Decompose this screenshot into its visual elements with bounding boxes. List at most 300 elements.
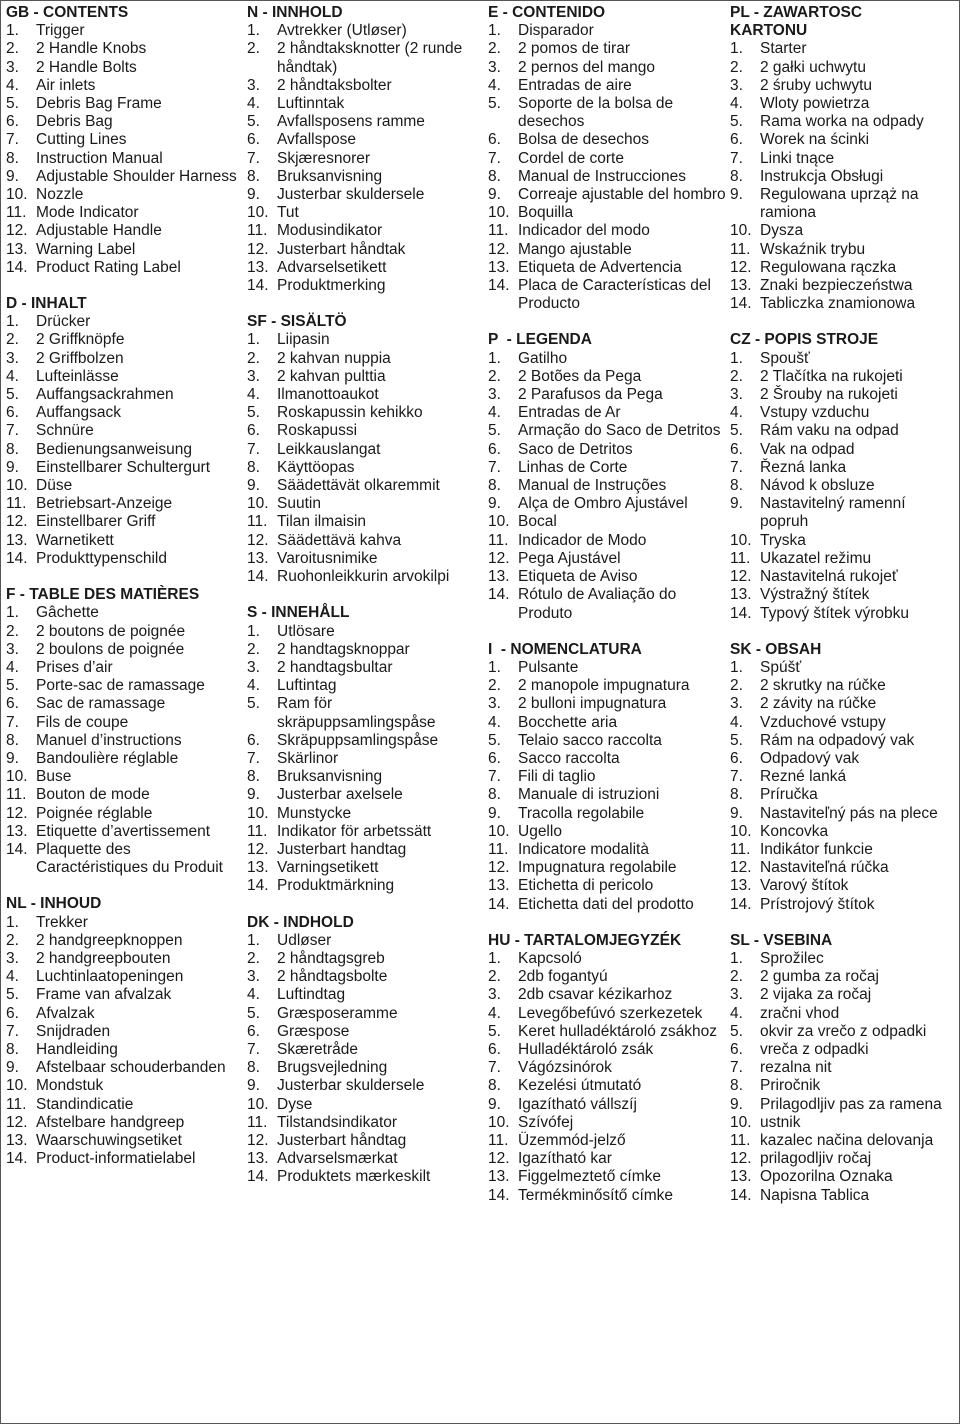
list-item	[488, 186, 726, 204]
item-number: 4.	[488, 76, 501, 94]
item-number: 6.	[730, 440, 743, 458]
item-number: 4.	[488, 404, 501, 422]
item-number: 10.	[730, 531, 752, 549]
list-item	[488, 586, 726, 622]
item-number: 11.	[730, 240, 751, 258]
item-label: Trigger	[36, 22, 85, 40]
item-number: 8.	[6, 440, 19, 458]
item-number: 8.	[488, 786, 501, 804]
list-item	[488, 714, 726, 732]
list-item	[730, 1077, 958, 1095]
item-label: Säädettävät olkaremmit	[277, 477, 440, 495]
list-item	[247, 1168, 483, 1186]
item-label: Indikator för arbetssätt	[277, 822, 432, 840]
item-label: Düse	[36, 477, 73, 495]
item-label: Frame van afvalzak	[36, 986, 172, 1004]
item-label: Odpadový vak	[760, 749, 860, 767]
item-label: Liipasin	[277, 331, 330, 349]
item-label: Air inlets	[36, 76, 96, 94]
section-hu	[488, 932, 726, 1205]
item-label: 2 boulons de poignée	[36, 640, 185, 658]
item-number: 12.	[730, 859, 752, 877]
item-number: 3.	[6, 58, 19, 76]
item-number: 5.	[6, 986, 19, 1004]
item-label: Brugsvejledning	[277, 1059, 388, 1077]
list-item	[730, 1041, 958, 1059]
item-label: Worek na ścinki	[760, 131, 870, 149]
item-label: Igazítható kar	[518, 1150, 612, 1168]
list-item	[6, 659, 240, 677]
item-number: 9.	[730, 804, 743, 822]
list-item	[488, 22, 726, 40]
item-label: 2 handtagsbultar	[277, 658, 393, 676]
item-number: 3.	[730, 986, 743, 1004]
list-item	[247, 641, 483, 659]
list-item	[730, 750, 958, 768]
section-gb	[6, 4, 240, 277]
list-item	[730, 986, 958, 1004]
list-item	[488, 77, 726, 95]
item-label: 2 håndtagsbolte	[277, 968, 388, 986]
list-item	[488, 986, 726, 1004]
section-header: DK - INDHOLD	[247, 913, 354, 931]
item-label: Tryska	[760, 531, 806, 549]
item-number: 8.	[730, 477, 743, 495]
item-number: 10.	[6, 186, 28, 204]
item-number: 5.	[247, 404, 260, 422]
list-item	[6, 623, 240, 641]
item-number: 5.	[6, 677, 19, 695]
list-item	[730, 422, 958, 440]
list-item	[730, 968, 958, 986]
item-number: 7.	[730, 149, 743, 167]
item-number: 2.	[6, 331, 19, 349]
list-item	[730, 1132, 958, 1150]
item-label: Keret hulladéktároló zsákhoz	[518, 1022, 718, 1040]
item-label: 2 gałki uchwytu	[760, 58, 866, 76]
item-number: 2.	[488, 40, 501, 58]
list-item	[6, 1077, 240, 1095]
parts-list	[730, 950, 958, 1205]
item-number: 14.	[6, 840, 28, 858]
list-item	[730, 1150, 958, 1168]
item-number: 5.	[730, 731, 743, 749]
item-label: Lufteinlässe	[36, 367, 119, 385]
item-label: Varový štítok	[760, 877, 849, 895]
section-header: HU - TARTALOMJEGYZÉK	[488, 931, 682, 949]
list-item	[247, 695, 483, 731]
item-label: Produktmerking	[277, 277, 386, 295]
item-label: Warning Label	[36, 240, 136, 258]
item-number: 4.	[730, 404, 743, 422]
item-label: Græspose	[277, 1022, 350, 1040]
section-f	[6, 586, 240, 877]
item-number: 5.	[247, 1004, 260, 1022]
item-label: Udløser	[277, 931, 332, 949]
item-label: Luftintag	[277, 677, 337, 695]
item-label: 2 Griffknöpfe	[36, 331, 125, 349]
item-label: Impugnatura regolabile	[518, 859, 677, 877]
item-label: Indicatore modalità	[518, 840, 649, 858]
item-label: Justerbar skuldersele	[277, 186, 425, 204]
list-item	[247, 386, 483, 404]
item-number: 10.	[730, 222, 752, 240]
item-label: Standindicatie	[36, 1095, 134, 1113]
section-n	[247, 4, 483, 295]
item-number: 11.	[247, 222, 268, 240]
item-label: Plaquette des Caractéristiques du Produit	[36, 840, 223, 877]
item-number: 2.	[6, 40, 19, 58]
list-item	[488, 550, 726, 568]
item-label: Saco de Detritos	[518, 440, 633, 458]
item-number: 5.	[247, 113, 260, 131]
item-number: 5.	[488, 95, 501, 113]
item-number: 1.	[730, 349, 743, 367]
item-label: Cordel de corte	[518, 149, 624, 167]
item-number: 6.	[247, 422, 260, 440]
item-label: Snijdraden	[36, 1022, 111, 1040]
list-item	[247, 550, 483, 568]
item-number: 5.	[247, 695, 260, 713]
item-label: Etichetta di pericolo	[518, 877, 654, 895]
item-label: Säädettävä kahva	[277, 531, 402, 549]
list-item	[6, 441, 240, 459]
item-number: 14.	[6, 258, 28, 276]
item-label: Skæretråde	[277, 1040, 358, 1058]
item-number: 13.	[247, 1150, 269, 1168]
item-label: Ruohonleikkurin arvokilpi	[277, 568, 450, 586]
item-label: Munstycke	[277, 804, 352, 822]
item-number: 7.	[730, 1059, 743, 1077]
item-number: 4.	[730, 713, 743, 731]
item-label: Trekker	[36, 913, 88, 931]
list-item	[6, 477, 240, 495]
list-item	[730, 586, 958, 604]
list-item	[6, 168, 240, 186]
list-item	[730, 896, 958, 914]
item-number: 2.	[730, 367, 743, 385]
section-p	[488, 331, 726, 622]
section-nl	[6, 895, 240, 1168]
list-item	[247, 477, 483, 495]
item-label: Placa de Características del Producto	[518, 277, 711, 313]
item-label: Manuel d’instructions	[36, 731, 182, 749]
item-number: 1.	[730, 40, 743, 58]
list-item	[488, 495, 726, 513]
item-label: Bedienungsanweisung	[36, 440, 192, 458]
item-number: 10.	[247, 1095, 269, 1113]
column-3	[488, 4, 726, 1223]
list-item	[6, 1096, 240, 1114]
item-label: Disparador	[518, 22, 594, 40]
list-item	[247, 841, 483, 859]
list-item	[6, 695, 240, 713]
item-label: Vstupy vzduchu	[760, 404, 870, 422]
item-number: 3.	[247, 367, 260, 385]
item-number: 10.	[6, 768, 28, 786]
list-item	[730, 186, 958, 222]
item-number: 6.	[247, 1022, 260, 1040]
item-label: Debris Bag	[36, 113, 113, 131]
list-item	[730, 1187, 958, 1205]
list-item	[488, 568, 726, 586]
item-label: Etiquette d’avertissement	[36, 822, 211, 840]
item-label: Armação do Saco de Detritos	[518, 422, 721, 440]
item-label: Výstražný štítek	[760, 586, 870, 604]
list-item	[6, 222, 240, 240]
item-number: 8.	[488, 1077, 501, 1095]
list-item	[488, 513, 726, 531]
list-item	[488, 477, 726, 495]
list-item	[730, 77, 958, 95]
list-item	[730, 459, 958, 477]
item-label: Leikkauslangat	[277, 440, 381, 458]
item-number: 10.	[488, 204, 510, 222]
item-number: 13.	[488, 258, 510, 276]
item-number: 7.	[488, 458, 501, 476]
list-item	[730, 350, 958, 368]
item-label: Levegőbefúvó szerkezetek	[518, 1004, 703, 1022]
item-label: Tracolla regolabile	[518, 804, 645, 822]
item-number: 9.	[6, 749, 19, 767]
item-label: ustnik	[760, 1113, 801, 1131]
list-item	[247, 768, 483, 786]
item-number: 3.	[488, 986, 501, 1004]
item-label: Regulowana uprząż na ramiona	[760, 186, 919, 222]
item-label: Prístrojový štítok	[760, 895, 875, 913]
item-number: 3.	[730, 695, 743, 713]
item-number: 7.	[247, 149, 260, 167]
list-item	[488, 768, 726, 786]
list-item	[488, 695, 726, 713]
item-number: 9.	[6, 167, 19, 185]
item-number: 8.	[6, 149, 19, 167]
item-label: Luftinntak	[277, 95, 345, 113]
item-label: Rezné lanká	[760, 768, 847, 786]
item-number: 2.	[488, 677, 501, 695]
section-header: E - CONTENIDO	[488, 4, 606, 21]
item-number: 14.	[488, 895, 510, 913]
item-number: 10.	[488, 1113, 510, 1131]
parts-list	[488, 659, 726, 914]
item-number: 3.	[488, 386, 501, 404]
item-label: Luftindtag	[277, 986, 346, 1004]
item-label: Einstellbarer Griff	[36, 513, 156, 531]
item-number: 2.	[488, 968, 501, 986]
list-item	[247, 732, 483, 750]
item-label: Manual de Instruções	[518, 477, 667, 495]
item-number: 3.	[247, 76, 260, 94]
item-number: 12.	[247, 840, 269, 858]
column-4	[730, 4, 958, 1223]
item-number: 2.	[247, 640, 260, 658]
list-item	[6, 204, 240, 222]
list-item	[247, 1077, 483, 1095]
list-item	[247, 659, 483, 677]
item-label: 2 Parafusos da Pega	[518, 386, 663, 404]
item-number: 1.	[6, 22, 19, 40]
item-label: Rám vaku na odpad	[760, 422, 899, 440]
list-item	[247, 877, 483, 895]
list-item	[247, 823, 483, 841]
item-label: Prilagodljiv pas za ramena	[760, 1095, 942, 1113]
list-item	[730, 950, 958, 968]
list-item	[6, 331, 240, 349]
item-label: 2 závity na rúčke	[760, 695, 877, 713]
list-item	[247, 1132, 483, 1150]
item-number: 14.	[488, 1186, 510, 1204]
item-number: 10.	[6, 1077, 28, 1095]
item-number: 11.	[488, 1131, 509, 1149]
item-label: 2 boutons de poignée	[36, 622, 186, 640]
item-number: 5.	[6, 95, 19, 113]
item-number: 9.	[488, 1095, 501, 1113]
list-item	[730, 859, 958, 877]
list-item	[6, 768, 240, 786]
list-item	[488, 1168, 726, 1186]
item-label: Bruksanvisning	[277, 768, 383, 786]
item-label: Wskaźnik trybu	[760, 240, 866, 258]
list-item	[488, 659, 726, 677]
list-item	[6, 1132, 240, 1150]
item-label: Afstelbare handgreep	[36, 1113, 185, 1131]
item-number: 11.	[247, 822, 268, 840]
item-label: Kapcsoló	[518, 949, 582, 967]
item-number: 12.	[6, 222, 28, 240]
list-item	[6, 422, 240, 440]
list-item	[247, 859, 483, 877]
list-item	[247, 623, 483, 641]
list-item	[730, 677, 958, 695]
column-2	[247, 4, 483, 1205]
item-label: Skräpuppsamlingspåse	[277, 731, 439, 749]
parts-list	[488, 950, 726, 1205]
list-item	[6, 241, 240, 259]
item-label: Príručka	[760, 786, 818, 804]
item-number: 1.	[6, 913, 19, 931]
item-number: 8.	[730, 1077, 743, 1095]
item-number: 1.	[730, 658, 743, 676]
list-item	[6, 986, 240, 1004]
list-item	[6, 1059, 240, 1077]
item-number: 13.	[247, 258, 269, 276]
item-number: 10.	[730, 1113, 752, 1131]
item-label: Linki tnące	[760, 149, 835, 167]
parts-list	[247, 623, 483, 896]
item-number: 2.	[730, 968, 743, 986]
list-item	[6, 750, 240, 768]
item-number: 9.	[247, 477, 260, 495]
item-label: 2 håndtagsgreb	[277, 949, 385, 967]
item-number: 3.	[6, 349, 19, 367]
item-label: Gatilho	[518, 349, 568, 367]
item-label: Bolsa de desechos	[518, 131, 649, 149]
list-item	[247, 40, 483, 76]
item-number: 8.	[488, 167, 501, 185]
item-label: Mango ajustable	[518, 240, 632, 258]
item-label: Ukazatel režimu	[760, 549, 872, 567]
item-number: 1.	[488, 349, 501, 367]
item-label: Spoušť	[760, 349, 810, 367]
list-item	[247, 750, 483, 768]
item-label: Starter	[760, 40, 807, 58]
list-item	[6, 641, 240, 659]
item-number: 9.	[488, 495, 501, 513]
item-number: 9.	[247, 186, 260, 204]
item-label: Poignée réglable	[36, 804, 153, 822]
list-item	[488, 1059, 726, 1077]
section-header: D - INHALT	[6, 295, 87, 313]
item-label: 2 vijaka za ročaj	[760, 986, 872, 1004]
item-label: Etiqueta de Advertencia	[518, 258, 682, 276]
list-item	[730, 695, 958, 713]
item-number: 7.	[730, 768, 743, 786]
item-label: Indikátor funkcie	[760, 840, 873, 858]
item-number: 13.	[730, 877, 752, 895]
item-number: 14.	[247, 277, 269, 295]
item-label: Telaio sacco raccolta	[518, 731, 662, 749]
item-label: Sac de ramassage	[36, 695, 166, 713]
list-item	[488, 859, 726, 877]
item-number: 12.	[6, 1113, 28, 1131]
item-label: Dyse	[277, 1095, 313, 1113]
item-number: 4.	[247, 986, 260, 1004]
list-item	[6, 150, 240, 168]
list-item	[730, 532, 958, 550]
section-pl	[730, 4, 958, 313]
item-number: 10.	[488, 822, 510, 840]
item-number: 9.	[730, 495, 743, 513]
item-label: Etiqueta de Aviso	[518, 568, 638, 586]
list-item	[488, 1096, 726, 1114]
item-label: Nastaviteľný pás na plece	[760, 804, 938, 822]
parts-list	[488, 22, 726, 313]
list-item	[247, 441, 483, 459]
list-item	[247, 113, 483, 131]
item-label: Napisna Tablica	[760, 1186, 870, 1204]
item-label: Advarselsmærkat	[277, 1150, 398, 1168]
item-number: 9.	[247, 786, 260, 804]
item-number: 11.	[488, 840, 509, 858]
list-item	[730, 1005, 958, 1023]
item-label: Adjustable Shoulder Harness	[36, 167, 237, 185]
list-item	[6, 495, 240, 513]
item-number: 3.	[247, 658, 260, 676]
item-label: Mondstuk	[36, 1077, 104, 1095]
list-item	[730, 1023, 958, 1041]
item-number: 1.	[488, 22, 501, 40]
item-label: Prises d’air	[36, 658, 113, 676]
item-label: Rótulo de Avaliação do Produto	[518, 586, 677, 622]
list-item	[6, 714, 240, 732]
list-item	[730, 805, 958, 823]
item-label: Entradas de Ar	[518, 404, 621, 422]
item-number: 7.	[488, 149, 501, 167]
list-item	[6, 1023, 240, 1041]
list-item	[247, 968, 483, 986]
item-number: 3.	[730, 386, 743, 404]
item-number: 11.	[488, 531, 509, 549]
list-item	[247, 1005, 483, 1023]
list-item	[730, 277, 958, 295]
item-number: 10.	[247, 804, 269, 822]
list-item	[730, 786, 958, 804]
item-number: 4.	[247, 95, 260, 113]
list-item	[730, 841, 958, 859]
item-label: Indicador de Modo	[518, 531, 647, 549]
list-item	[247, 150, 483, 168]
list-item	[730, 295, 958, 313]
